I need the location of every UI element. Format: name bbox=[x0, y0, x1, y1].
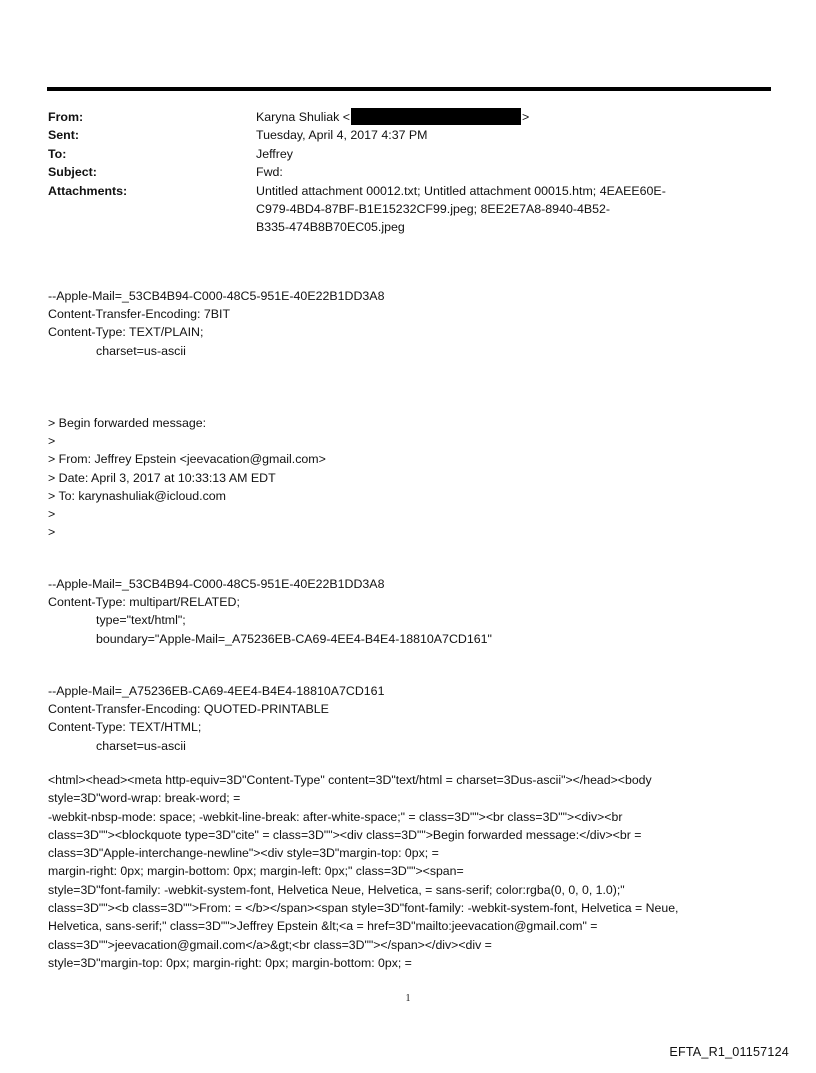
to-value: Jeffrey bbox=[256, 146, 293, 161]
html-source-line: class=3D"Apple-interchange-newline"><div style=3D"margin-top: 0px; = bbox=[48, 846, 439, 861]
page-number: 1 bbox=[405, 993, 411, 1004]
html-source-line: class=3D"">jeevacation@gmail.com</a>&gt;<br class=3D""></span></div><div = bbox=[48, 937, 492, 952]
mime-header-param: charset=us-ascii bbox=[96, 738, 186, 753]
attachments-value bbox=[256, 182, 768, 237]
html-source-block bbox=[48, 771, 768, 972]
html-source-line: margin-right: 0px; margin-bottom: 0px; margin-left: 0px;" class=3D""><span= bbox=[48, 864, 464, 879]
mime-boundary: --Apple-Mail=_53CB4B94-C000-48C5-951E-40E22B1DD3A8 bbox=[48, 577, 385, 591]
mime-boundary: --Apple-Mail=_53CB4B94-C000-48C5-951E-40E22B1DD3A8 bbox=[48, 289, 385, 303]
mime-header: Content-Type: TEXT/HTML; bbox=[48, 720, 202, 735]
header-row-sent bbox=[48, 126, 768, 144]
mime-header-param: boundary="Apple-Mail=_A75236EB-CA69-4EE4-B4E4-18810A7CD161" bbox=[96, 631, 492, 646]
mime-header: Content-Transfer-Encoding: 7BIT bbox=[48, 307, 231, 322]
sent-label: Sent: bbox=[48, 128, 79, 143]
attachments-line: B335-474B8B70EC05.jpeg bbox=[256, 220, 405, 235]
document-id: EFTA_R1_01157124 bbox=[669, 1045, 789, 1059]
quoted-line: > To: karynashuliak@icloud.com bbox=[48, 488, 226, 503]
html-source-line: style=3D"word-wrap: break-word; = bbox=[48, 791, 241, 806]
html-source-line: Helvetica, sans-serif;" class=3D"">Jeffrey Epstein &lt;<a = href=3D"mailto:jeevacation@gmail.com" = bbox=[48, 919, 598, 934]
html-source-line: class=3D""><blockquote type=3D"cite" = class=3D""><div class=3D"">Begin forwarded message:</div><br = bbox=[48, 827, 642, 842]
quoted-line: > Date: April 3, 2017 at 10:33:13 AM EDT bbox=[48, 470, 276, 485]
quoted-line: > From: Jeffrey Epstein <jeevacation@gmail.com> bbox=[48, 452, 326, 467]
html-source-line: class=3D""><b class=3D"">From: = </b></span><span style=3D"font-family: -webkit-system-font, Helvetica = Neue, bbox=[48, 901, 679, 916]
mime-header: Content-Type: multipart/RELATED; bbox=[48, 595, 240, 610]
header-row-subject bbox=[48, 163, 768, 181]
mime-header-param: charset=us-ascii bbox=[96, 343, 186, 358]
email-header bbox=[48, 108, 768, 237]
header-row-to bbox=[48, 145, 768, 163]
header-row-attachments bbox=[48, 182, 768, 237]
mime-part-related bbox=[48, 575, 768, 648]
mime-boundary: --Apple-Mail=_A75236EB-CA69-4EE4-B4E4-18810A7CD161 bbox=[48, 684, 385, 698]
quoted-line: > bbox=[48, 525, 56, 540]
header-divider bbox=[47, 87, 771, 91]
attachments-line: C979-4BD4-87BF-B1E15232CF99.jpeg; 8EE2E7A8-8940-4B52- bbox=[256, 202, 611, 217]
from-value: Karyna Shuliak < > bbox=[256, 110, 530, 124]
quoted-line: > bbox=[48, 434, 56, 449]
html-source-line: style=3D"font-family: -webkit-system-font, Helvetica Neue, Helvetica, = sans-serif; color:rgba(0, 0, 0, 1.0);" bbox=[48, 882, 625, 897]
mime-header-param: type="text/html"; bbox=[96, 613, 186, 628]
mime-part-plain bbox=[48, 287, 768, 360]
forwarded-message-block bbox=[48, 414, 768, 541]
quoted-line: > bbox=[48, 507, 56, 522]
html-source-line: <html><head><meta http-equiv=3D"Content-Type" content=3D"text/html = charset=3Dus-ascii"></head><body bbox=[48, 773, 652, 787]
sent-value: Tuesday, April 4, 2017 4:37 PM bbox=[256, 128, 428, 143]
mime-header: Content-Transfer-Encoding: QUOTED-PRINTABLE bbox=[48, 702, 329, 717]
subject-value: Fwd: bbox=[256, 165, 283, 180]
mime-part-html bbox=[48, 682, 768, 755]
html-source-line: -webkit-nbsp-mode: space; -webkit-line-break: after-white-space;" = class=3D""><br class=3D""><div><br bbox=[48, 809, 623, 824]
to-label: To: bbox=[48, 146, 67, 161]
redaction-box bbox=[351, 108, 521, 125]
header-row-from bbox=[48, 108, 768, 126]
attachments-label: Attachments: bbox=[48, 183, 128, 198]
from-label: From: bbox=[48, 110, 84, 124]
quoted-line: > Begin forwarded message: bbox=[48, 416, 207, 430]
subject-label: Subject: bbox=[48, 165, 97, 180]
html-source-line: style=3D"margin-top: 0px; margin-right: 0px; margin-bottom: 0px; = bbox=[48, 955, 412, 970]
attachments-line: Untitled attachment 00012.txt; Untitled attachment 00015.htm; 4EAEE60E- bbox=[256, 183, 666, 198]
mime-header: Content-Type: TEXT/PLAIN; bbox=[48, 325, 204, 340]
